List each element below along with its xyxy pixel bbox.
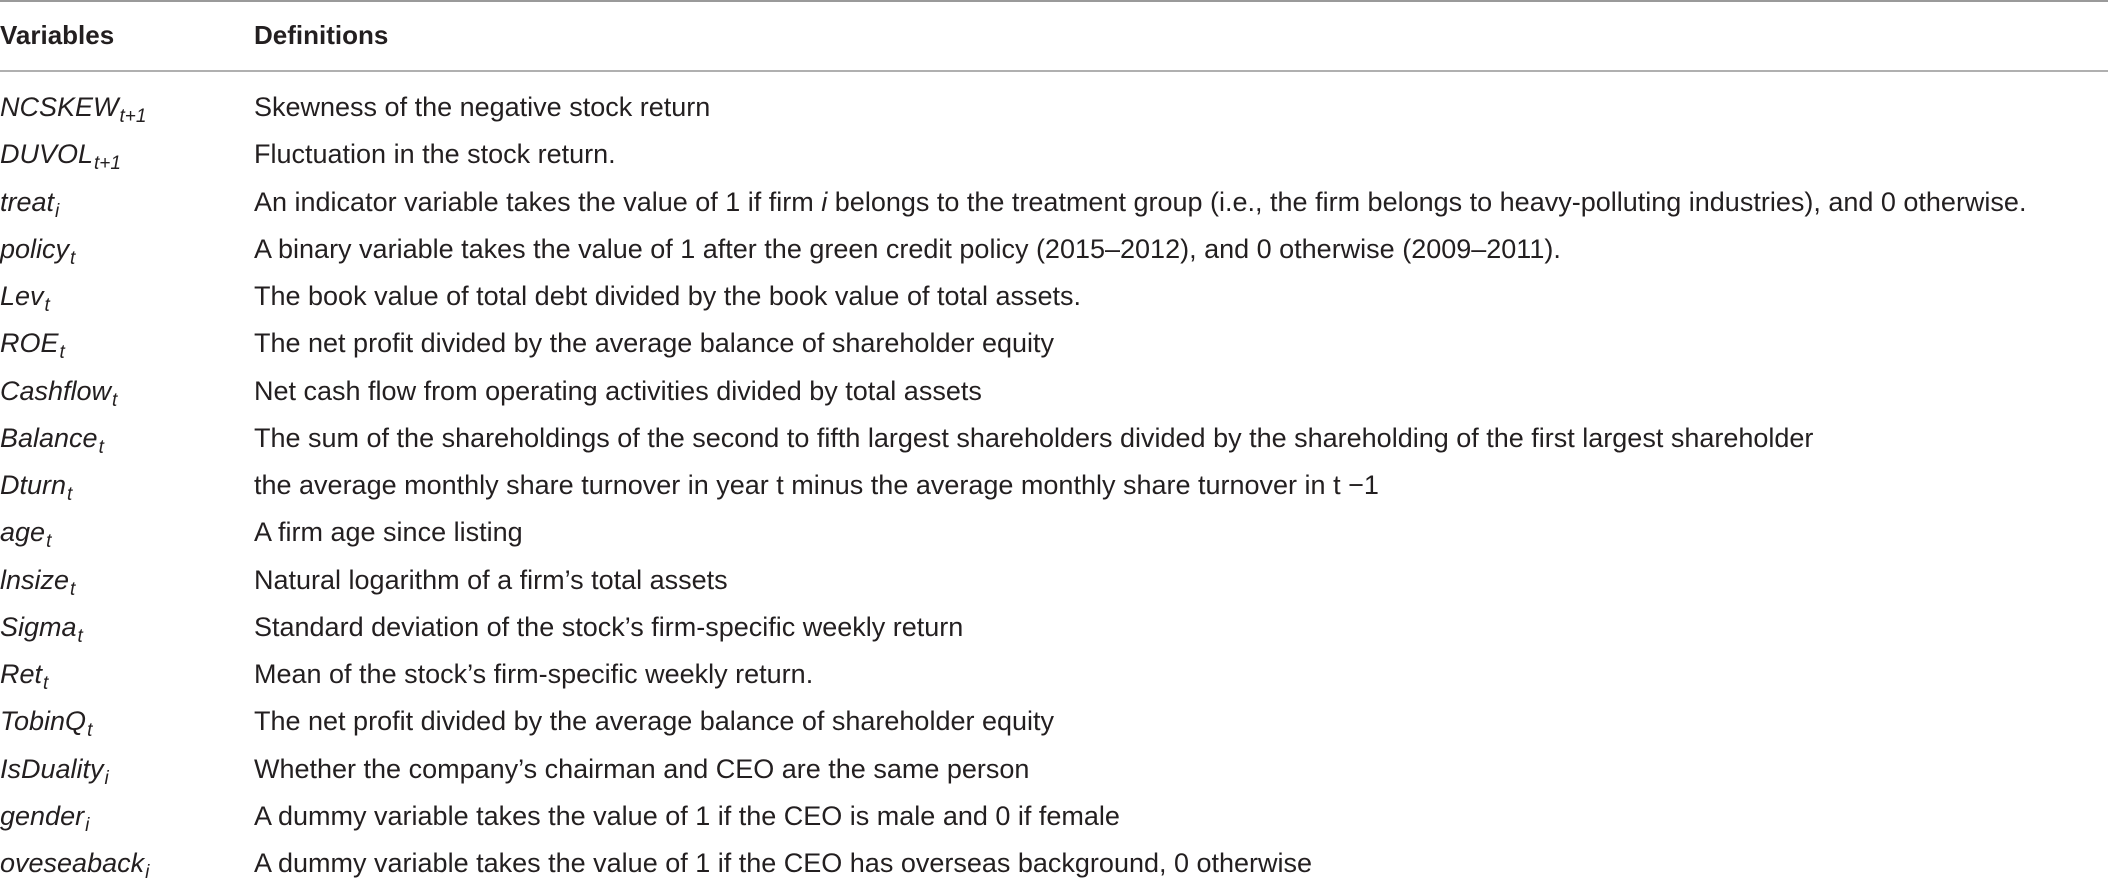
variable-definition: The net profit divided by the average balance of shareholder equity	[254, 706, 1055, 737]
variable-subscript: t	[67, 484, 73, 505]
variable-definition: Whether the company’s chairman and CEO are the same person	[254, 753, 1030, 784]
table-header-rule	[0, 70, 2108, 72]
header-variables: Variables	[0, 20, 115, 50]
variable-definition: An indicator variable takes the value of 1 if firm i belongs to the treatment group (i.e., the firm belongs to heavy-polluting industries), and 0 otherwise.	[254, 186, 2027, 217]
variable-subscript: i	[145, 862, 150, 883]
variable-name: Ret$_t$	[0, 659, 49, 694]
variable-definition: the average monthly share turnover in year t minus the average monthly share turnover in t −1	[254, 470, 1379, 500]
table-row	[0, 273, 2108, 320]
variable-name: $NCSKEW_{t+1}$	[0, 92, 147, 127]
variable-name: Sigma$_t$	[0, 611, 83, 647]
variable-name: Balance$_t$	[0, 422, 104, 458]
variable-definition: The net profit divided by the average balance of shareholder equity	[254, 328, 1055, 359]
firm-index-italic: i	[821, 186, 828, 217]
variable-subscript: t	[59, 342, 65, 364]
variable-definition: Natural logarithm of a firm’s total assets	[254, 564, 728, 595]
table-row	[0, 746, 2108, 793]
variable-subscript: t	[44, 295, 50, 316]
variable-definition: A binary variable takes the value of 1 after the green credit policy (2015–2012), and 0 otherwise (2009–2011).	[254, 233, 1561, 264]
variable-subscript: t	[70, 578, 76, 600]
variable-subscript: t	[43, 673, 49, 694]
table-body	[0, 84, 2108, 887]
variable-subscript: t+1	[119, 106, 147, 127]
variable-definition: Net cash flow from operating activities divided by total assets	[254, 375, 982, 406]
table-row	[0, 226, 2108, 273]
table-row	[0, 557, 2108, 604]
variable-name: Dturn$_t$	[0, 470, 73, 505]
variable-definition: The sum of the shareholdings of the second to fifth largest shareholders divided by the shareholding of the first largest shareholder	[254, 422, 1814, 453]
table-row	[0, 698, 2108, 745]
variable-definition: Standard deviation of the stock’s firm-specific weekly return	[254, 611, 964, 642]
table-row	[0, 320, 2108, 367]
table-row	[0, 604, 2108, 651]
variable-subscript: t	[70, 247, 76, 269]
table-row	[0, 131, 2108, 178]
table-row	[0, 84, 2108, 131]
variable-subscript: t	[77, 625, 83, 647]
variable-name: IsDuality$_i$	[0, 753, 109, 789]
header-definitions: Definitions	[254, 20, 389, 50]
table-row	[0, 793, 2108, 840]
variable-name: oveseaback$_i$	[0, 848, 150, 883]
table-row	[0, 462, 2108, 509]
table-header	[0, 0, 2108, 70]
variable-name: treat$_i$	[0, 186, 60, 222]
table-row	[0, 368, 2108, 415]
variable-subscript: i	[55, 200, 60, 222]
variable-subscript: t	[87, 720, 93, 742]
variable-name: gender$_i$	[0, 800, 90, 836]
variable-definition: A dummy variable takes the value of 1 if the CEO has overseas background, 0 otherwise	[254, 848, 1313, 878]
variable-definition: A dummy variable takes the value of 1 if the CEO is male and 0 if female	[254, 800, 1120, 831]
table-row	[0, 509, 2108, 556]
variable-subscript: t+1	[94, 153, 121, 175]
variable-definition: Skewness of the negative stock return	[254, 92, 711, 122]
variable-name: Cashflow$_t$	[0, 375, 118, 411]
variable-name: age$_t$	[0, 517, 52, 553]
variable-name: Lev$_t$	[0, 281, 50, 316]
variable-name: policy$_t$	[0, 233, 76, 269]
variable-definition: A firm age since listing	[254, 517, 523, 548]
variable-name: lnsize$_t$	[0, 564, 76, 600]
variable-name: $DUVOL_{t+1}$	[0, 139, 121, 175]
variable-definition: Fluctuation in the stock return.	[254, 139, 616, 170]
variable-subscript: i	[104, 767, 109, 789]
table-row	[0, 840, 2108, 887]
table-row	[0, 415, 2108, 462]
variable-definition: Mean of the stock’s firm-specific weekly return.	[254, 659, 814, 689]
variable-name: $ROE_t$	[0, 328, 65, 364]
variable-subscript: i	[85, 814, 90, 836]
table-row	[0, 651, 2108, 698]
variable-name: TobinQ$_t$	[0, 706, 93, 742]
variable-subscript: t	[112, 389, 118, 411]
variable-definition: The book value of total debt divided by the book value of total assets.	[254, 281, 1082, 311]
table-row	[0, 179, 2108, 226]
variable-subscript: t	[98, 436, 104, 458]
variable-subscript: t	[46, 531, 52, 553]
